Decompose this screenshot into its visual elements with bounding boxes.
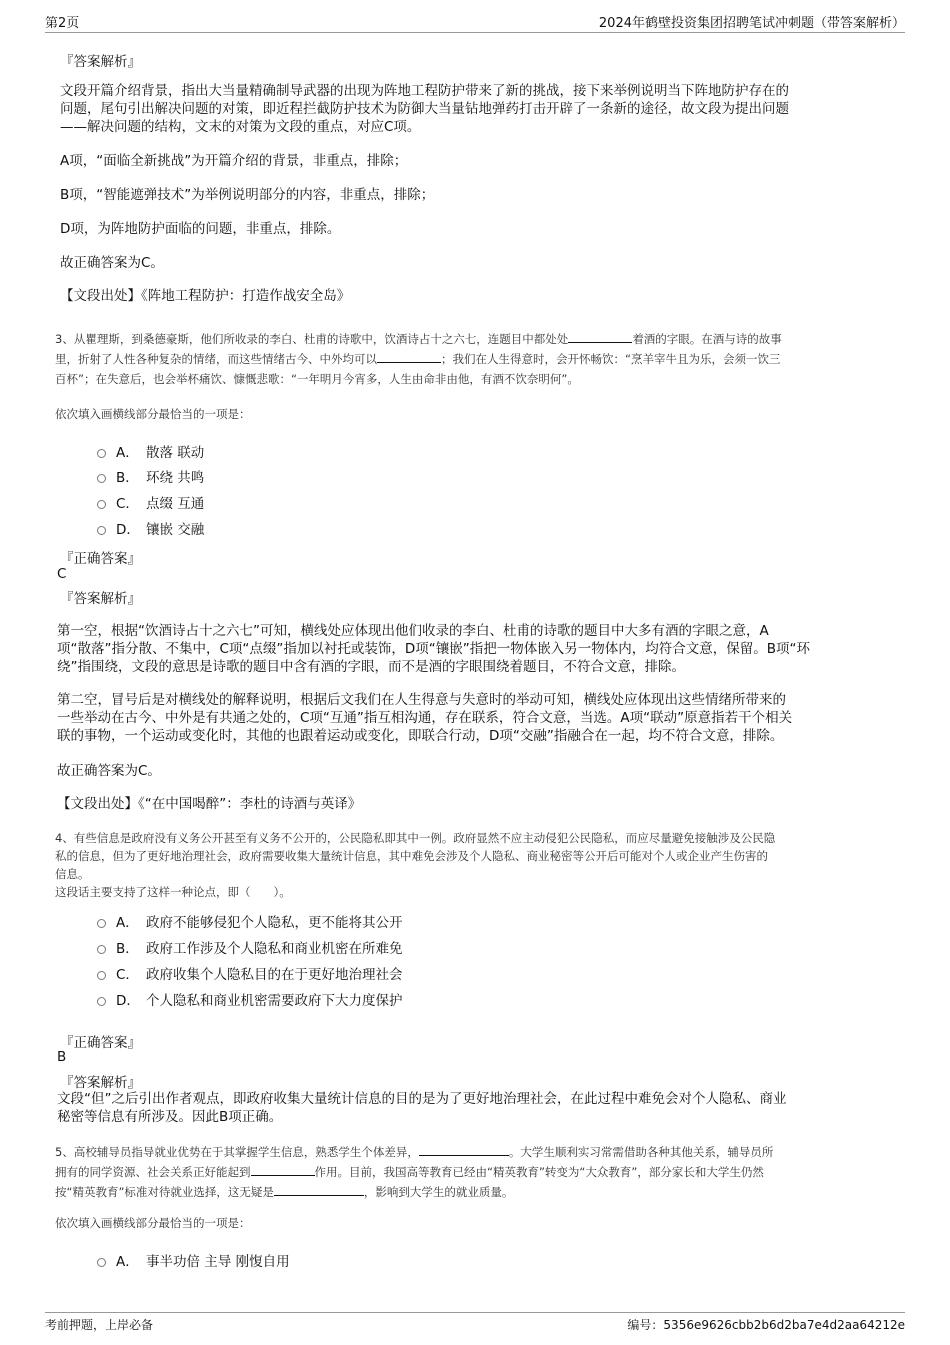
q3-answer: C (57, 566, 67, 582)
page-footer (45, 1312, 905, 1336)
text-line: ——解决问题的结构，文末的对策为文段的重点，对应C项。 (60, 119, 421, 135)
radio-icon[interactable] (97, 526, 106, 535)
text-line: 4、有些信息是政府没有义务公开甚至有义务不公开的，公民隐私即其中一例。政府显然不应主动侵犯公民隐私，而应尽量避免接触涉及公民隐 (55, 831, 776, 845)
analysis-tag: 『答案解析』 (60, 1075, 141, 1091)
q4-option-d[interactable]: D． 个人隐私和商业机密需要政府下大力度保护 (97, 989, 403, 1009)
text-line: 百杯”；在失意后，也会举杯痛饮、慷慨悲歌：“一年明月今宵多，人生由命非由他，有酒不饮奈明何”。 (55, 372, 579, 386)
page-header (45, 12, 905, 33)
text-line: 联的事物，一个运动或变化时，其他的也跟着运动或变化，即联合行动，D项“交融”指融合在一起，均不符合文意，排除。 (57, 728, 784, 744)
q3-analysis-p1 (57, 622, 810, 676)
q4-stem (55, 829, 905, 901)
text-line: 拥有的同学资源、社会关系正好能起到 作用。目前，我国高等教育已经由“精英教育”转变为“大众教育”，部分家长和大学生仍然 (55, 1165, 764, 1179)
analysis-tag: 『答案解析』 (60, 54, 141, 70)
answer-blank (568, 331, 632, 343)
q3-analysis-p2 (57, 691, 792, 745)
q2-conclusion: 故正确答案为C。 (60, 255, 164, 271)
radio-icon[interactable] (97, 1258, 106, 1267)
q3-prompt: 依次填入画横线部分最恰当的一项是： (55, 407, 251, 421)
footer-slogan: 考前押题，上岸必备 (45, 1318, 154, 1332)
q3-conclusion: 故正确答案为C。 (57, 763, 161, 779)
text-line: 里，折射了人性各种复杂的情绪，而这些情绪古今、中外均可以 ；我们在人生得意时，会开怀畅饮：“烹羊宰牛且为乐，会须一饮三 (55, 352, 781, 366)
radio-icon[interactable] (97, 971, 106, 980)
answer-blank (377, 351, 441, 363)
text-line: 3、从瞿理斯，到桑德豪斯，他们所收录的李白、杜甫的诗歌中，饮酒诗占十之六七，连题目中都处处 着酒的字眼。在酒与诗的故事 (55, 332, 782, 346)
text-line: 按“精英教育”标准对待就业选择，这无疑是 ，影响到大学生的就业质量。 (55, 1185, 514, 1199)
radio-icon[interactable] (97, 449, 106, 458)
text-line: 文段“但”之后引出作者观点，即政府收集大量统计信息的目的是为了更好地治理社会，在此过程中难免会对个人隐私、商业 (57, 1091, 787, 1107)
answer-tag: 『正确答案』 (60, 551, 141, 567)
q4-option-a[interactable]: A． 政府不能够侵犯个人隐私，更不能将其公开 (97, 911, 403, 931)
analysis-tag: 『答案解析』 (60, 591, 141, 607)
text-line: 一些举动在古今、中外是有共通之处的，C项“互通”指互相沟通，存在联系，符合文意，当选。A项“联动”原意指若干个相关 (57, 710, 793, 726)
text-line: 项“散落”指分散、不集中，C项“点缀”指加以衬托或装饰，D项“镶嵌”指把一物体嵌入另一物体内，均符合文意，保留。B项“环 (57, 641, 811, 657)
q4-option-c[interactable]: C． 政府收集个人隐私目的在于更好地治理社会 (97, 963, 403, 983)
q3-option-a[interactable]: A． 散落 联动 (97, 441, 204, 461)
text-line: 问题，尾句引出解决问题的对策，即近程拦截防护技术为防御大当量钻地弹药打击开辟了一条新的途径，故文段为提出问题 (60, 101, 789, 117)
document-id: 编号：5356e9626cbb2b6d2ba7e4d2aa64212e (627, 1318, 905, 1332)
q2-analysis-paragraph (60, 82, 789, 136)
q5-stem (55, 1142, 905, 1202)
q2-source: 【文段出处】《阵地工程防护：打造作战安全岛》 (60, 288, 351, 304)
text-line: 信息。 (55, 867, 90, 881)
q5-prompt: 依次填入画横线部分最恰当的一项是： (55, 1216, 251, 1230)
text-line: 第二空，冒号后是对横线处的解释说明，根据后文我们在人生得意与失意时的举动可知，横线处应体现出这些情绪所带来的 (57, 692, 786, 708)
q4-option-b[interactable]: B． 政府工作涉及个人隐私和商业机密在所难免 (97, 937, 403, 957)
answer-blank (419, 1144, 509, 1156)
q4-answer: B (57, 1049, 67, 1065)
q4-analysis (57, 1090, 787, 1126)
page-number: 第2页 (45, 16, 80, 31)
radio-icon[interactable] (97, 474, 106, 483)
radio-icon[interactable] (97, 919, 106, 928)
text-line: 秘密等信息有所涉及。因此B项正确。 (57, 1109, 283, 1125)
text-line: 这段话主要支持了这样一种论点，即（ ）。 (55, 885, 291, 899)
q3-option-d[interactable]: D． 镶嵌 交融 (97, 518, 204, 538)
q2-option-d-note: D项，为阵地防护面临的问题，非重点，排除。 (60, 221, 341, 237)
answer-blank (251, 1164, 315, 1176)
text-line: 文段开篇介绍背景，指出大当量精确制导武器的出现为阵地工程防护带来了新的挑战，接下来举例说明当下阵地防护存在的 (60, 83, 789, 99)
text-line: 第一空，根据“饮酒诗占十之六七”可知，横线处应体现出他们收录的李白、杜甫的诗歌的题目中大多有酒的字眼之意，A (57, 623, 769, 639)
document-title: 2024年鹤壁投资集团招聘笔试冲刺题（带答案解析） (598, 16, 905, 31)
answer-blank (274, 1184, 364, 1196)
text-line: 私的信息，但为了更好地治理社会，政府需要收集大量统计信息，其中难免会涉及个人隐私、商业秘密等公开后可能对个人或企业产生伤害的 (55, 849, 768, 863)
q3-option-c[interactable]: C． 点缀 互通 (97, 492, 204, 512)
answer-tag: 『正确答案』 (60, 1035, 141, 1051)
q3-source: 【文段出处】《“在中国喝醉”：李杜的诗酒与英译》 (57, 796, 362, 812)
q2-option-a-note: A项，“面临全新挑战”为开篇介绍的背景，非重点，排除； (60, 153, 408, 169)
radio-icon[interactable] (97, 997, 106, 1006)
radio-icon[interactable] (97, 945, 106, 954)
text-line: 绕”指围绕，文段的意思是诗歌的题目中含有酒的字眼，而不是酒的字眼围绕着题目，不符合文意，排除。 (57, 659, 685, 675)
q2-option-b-note: B项，“智能遮弹技术”为举例说明部分的内容，非重点，排除； (60, 187, 435, 203)
radio-icon[interactable] (97, 500, 106, 509)
q3-option-b[interactable]: B． 环绕 共鸣 (97, 466, 204, 486)
q5-option-a[interactable]: A． 事半功倍 主导 刚愎自用 (97, 1250, 290, 1270)
q3-stem (55, 329, 900, 389)
text-line: 5、高校辅导员指导就业优势在于其掌握学生信息，熟悉学生个体差异， 。大学生顺利实习常需借助各种其他关系，辅导员所 (55, 1145, 774, 1159)
